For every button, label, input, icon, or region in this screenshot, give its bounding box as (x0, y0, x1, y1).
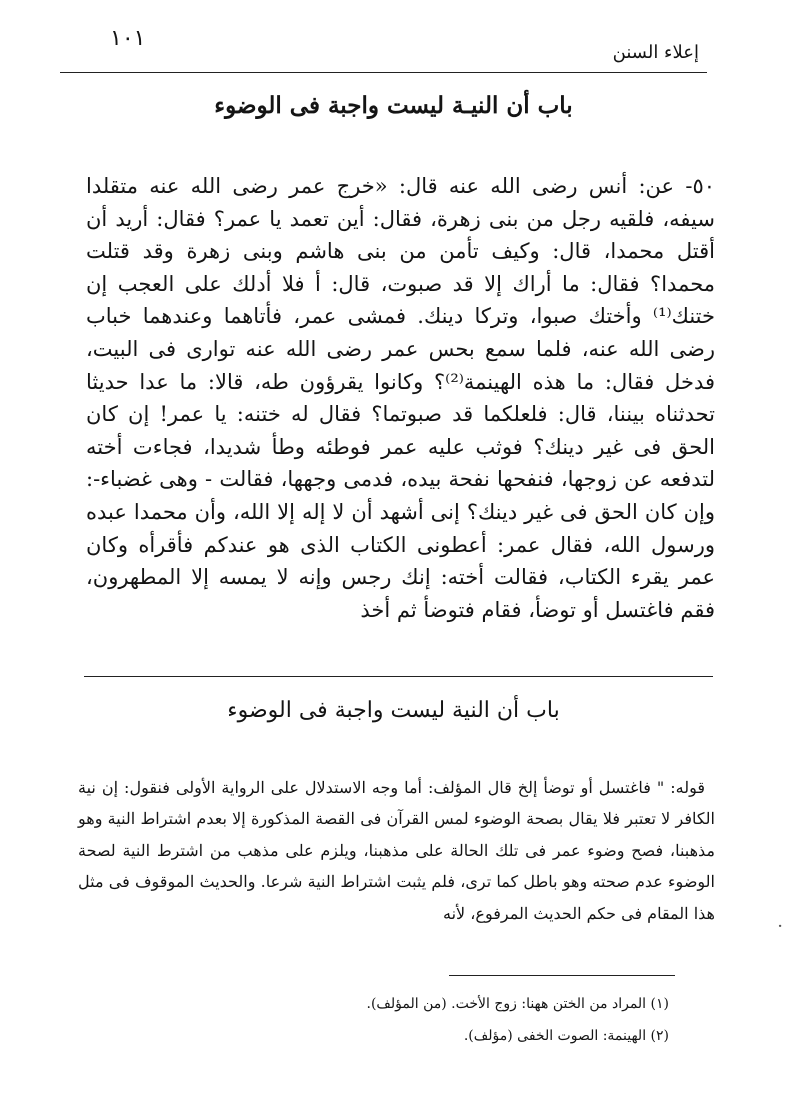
chapter-title: باب أن النيـة ليست واجبة فى الوضوء (214, 92, 573, 119)
footnote-rule (449, 975, 675, 976)
footnotes (249, 988, 669, 1052)
page-number: ١٠١ (110, 26, 146, 51)
section-separator (84, 676, 713, 677)
commentary-text (78, 772, 715, 929)
margin-speck: · (777, 916, 783, 937)
footnote-2: (٢) الهينمة: الصوت الخفى (مؤلف). (463, 1028, 669, 1044)
commentary-paragraph: قوله: " فاغتسل أو توضأ إلخ قال المؤلف: أما وجه الاستدلال على الرواية الأولى فنقول: إن نية الكافر لا تعتبر فلا يقال بصحة الوضوء لمس القرآن فى القصة المذكورة إلا بعدم اشتراط النية وهو مذهبنا، فصح وضوء عمر فى تلك الحالة على مذهبنا، ويلزم على مذهب من اشترط النية لصحة الوضوء عدم صحته وهو باطل كما ترى، فلم يثبت اشتراط النية شرعا. والحديث الموقوف فى مثل هذا المقام فى حكم الحديث المرفوع، لأنه (78, 778, 715, 923)
commentary-title: باب أن النية ليست واجبة فى الوضوء (227, 698, 560, 723)
footnote-1: (١) المراد من الختن ههنا: زوج الأخت. (من المؤلف). (366, 996, 669, 1012)
header-rule (60, 72, 707, 73)
hadith-paragraph: ٥٠- عن: أنس رضى الله عنه قال: «خرج عمر رضى الله عنه متقلدا سيفه، فلقيه رجل من بنى زهرة، فقال: أين تعمد يا عمر؟ فقال: أريد أن أقتل محمدا، قال: وكيف تأمن من بنى هاشم وبنى زهرة وقد قتلت محمدا؟ فقال: ما أراك إلا قد صبوت، قال: أ فلا أدلك على العجب إن ختنك⁽¹⁾ وأختك صبوا، وتركا دينك. فمشى عمر، فأتاهما وعندهما خباب رضى الله عنه، فلما سمع بحس عمر رضى الله عنه توارى فى البيت، فدخل فقال: ما هذه الهينمة⁽²⁾؟ وكانوا يقرؤون طه، قالا: ما عدا حديثا تحدثناه بيننا، قال: فلعلكما قد صبوتما؟ فقال له ختنه: يا عمر! إن كان الحق فى غير دينك؟ فوثب عليه عمر فوطئه وطأ شديدا، فجاءت أخته لتدفعه عن زوجها، فنفحها نفحة بيده، فدمى وجهها، فقالت - وهى غضباء-: وإن كان الحق فى غير دينك؟ إنى أشهد أن لا إله إلا الله، وأن محمدا عبده ورسول الله، فقال عمر: أعطونى الكتاب الذى هو عندكم فأقرأه وكان عمر يقرء الكتاب، فقالت أخته: إنك رجس وإنه لا يمسه إلا المطهرون، فقم فاغتسل أو توضأ، فقام فتوضأ ثم أخذ (86, 174, 716, 622)
book-title: إعلاء السنن (612, 42, 699, 63)
hadith-text (86, 170, 715, 626)
running-head (60, 24, 699, 64)
